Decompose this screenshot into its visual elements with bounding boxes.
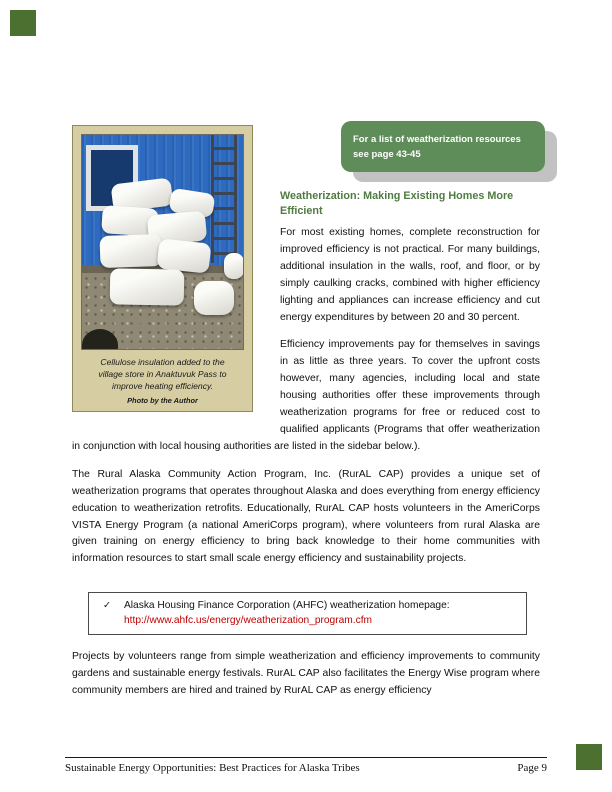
- main-content: [72, 125, 540, 711]
- page-number: Page 9: [517, 762, 547, 774]
- section-heading: Weatherization: Making Existing Homes More Efficient: [280, 190, 514, 217]
- photo-credit: Photo by the Author: [127, 396, 198, 405]
- photo-caption: [81, 356, 244, 392]
- callout-line-1: For a list of weatherization resources: [353, 134, 521, 145]
- footer-title: Sustainable Energy Opportunities: Best Practices for Alaska Tribes: [65, 762, 360, 774]
- paragraph-2: Efficiency improvements pay for themselves in savings in as little as three years. To cover the upfront costs however, many agencies, including local and state housing authorities offer these improvements through weatherization programs for free or reduced cost to qualified applicants (Programs that offer weatherization in conjunction with local housing authorities are listed in the sidebar below.).: [72, 339, 540, 452]
- corner-accent-bottom-right: [576, 744, 602, 770]
- page-footer: [65, 757, 547, 774]
- paragraph-4: Projects by volunteers range from simple weatherization and efficiency improvements to community gardens and sustainable energy festivals. RurAL CAP also facilitates the Energy Wise program where community members are hired and trained by RurAL CAP as energy efficiency: [72, 651, 540, 697]
- paragraph-1: For most existing homes, complete reconstruction for improved efficiency is not practical. For many buildings, additional insulation in the walls, roof, and floor, or by simply caulking cracks, combined with higher efficiency lighting and appliances can increase efficiency and cut energy expenditures by between 20 and 30 percent.: [280, 227, 540, 323]
- paragraph-3: The Rural Alaska Community Action Program, Inc. (RurAL CAP) provides a unique set of weatherization programs that operates throughout Alaska and does everything from energy efficiency education to weatherization retrofits. Educationally, RurAL CAP hosts volunteers in the AmeriCorps VISTA Energy Program (a national AmeriCorps program), where volunteers from rural Alaska are given training on energy efficiency to bring back knowledge to their home communities with information resources to start small scale energy efficiency and sustainability projects.: [72, 468, 540, 565]
- photo-caption-line: Cellulose insulation added to the: [100, 357, 225, 367]
- insulation-bale: [110, 268, 185, 305]
- resource-label: Alaska Housing Finance Corporation (AHFC) weatherization homepage:: [124, 600, 450, 612]
- resource-box: [88, 592, 527, 635]
- photo-ladder: [211, 135, 237, 263]
- insulation-bale: [99, 234, 162, 268]
- insulation-photo-figure: [72, 125, 253, 412]
- resource-box-entry: [103, 600, 516, 611]
- photo-caption-line: improve heating efficiency.: [111, 381, 214, 391]
- callout-line-2: see page 43-45: [353, 149, 421, 160]
- insulation-bale: [194, 281, 234, 315]
- ahfc-weatherization-link[interactable]: http://www.ahfc.us/energy/weatherization_program.cfm: [124, 615, 373, 627]
- photo-caption-line: village store in Anaktuvuk Pass to: [98, 369, 227, 379]
- insulation-photo: [81, 134, 244, 350]
- corner-accent-top-left: [10, 10, 36, 36]
- checkmark-icon: ✓: [103, 600, 111, 612]
- insulation-bale: [224, 253, 244, 279]
